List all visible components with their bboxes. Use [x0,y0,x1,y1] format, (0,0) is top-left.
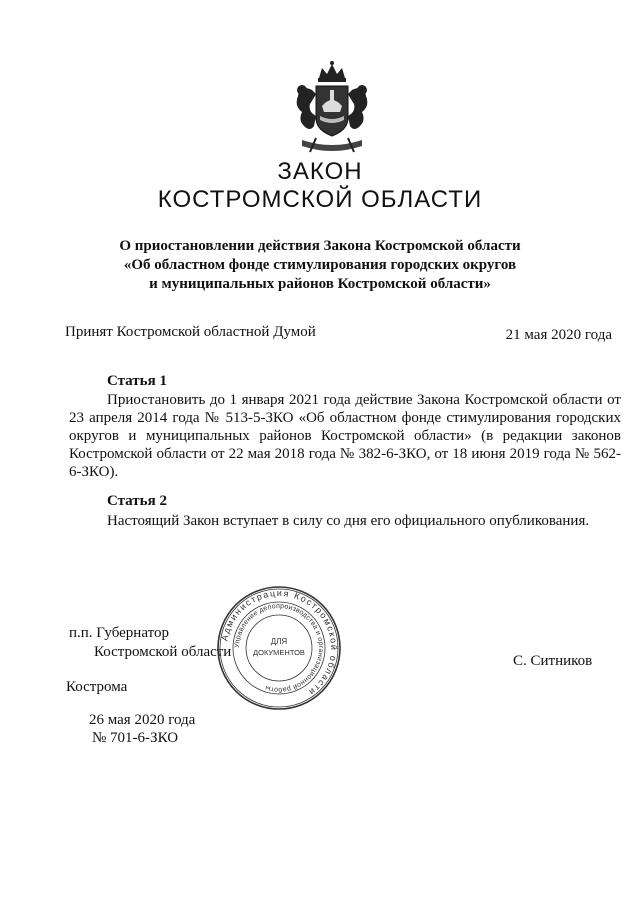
article-2-body: Настоящий Закон вступает в силу со дня его официального опубликования. [107,513,590,529]
issue-date: 26 мая 2020 года [89,712,196,728]
coat-of-arms-icon [286,60,378,156]
stamp-outer-text: Администрация Костромской области [219,587,340,699]
law-title: ЗАКОН [277,158,363,185]
signatory-name: С. Ситников [513,653,593,669]
stamp-center-line: ДОКУМЕНТОВ [253,648,305,657]
article-2-heading: Статья 2 [107,493,167,509]
law-region-title: КОСТРОМСКОЙ ОБЛАСТИ [157,186,483,213]
adoption-text: Принят Костромской областной Думой [65,324,316,340]
issue-city: Кострома [66,679,128,695]
article-1-body: Приостановить до 1 января 2021 года действие Закона Костромской области от 23 апреля 2014 года № 513-5-ЗКО «Об областном фонде стимулирования городских округов и муниципальных районов Костромской области» (в редакции законов Костромской области от 22 мая 2018 года № 382-6-ЗКО, от 18 июня 2019 года № 562-6-ЗКО). [69,392,621,480]
official-stamp [216,585,342,711]
stamp-inner-text: Управление делопроизводства и организационной работы [233,602,325,694]
signatory-position: п.п. Губернатор [69,625,169,641]
law-number: № 701-6-ЗКО [92,730,179,746]
law-subject [80,237,560,294]
stamp-center-line: ДЛЯ [270,637,288,646]
adoption-date: 21 мая 2020 года [505,327,612,343]
signatory-region: Костромской области [94,644,232,660]
law-subject-line: и муниципальных районов Костромской области» [149,276,491,292]
law-subject-line: О приостановлении действия Закона Костромской области [119,238,521,254]
article-1-heading: Статья 1 [107,373,167,389]
law-subject-line: «Об областном фонде стимулирования городских округов [123,257,517,273]
